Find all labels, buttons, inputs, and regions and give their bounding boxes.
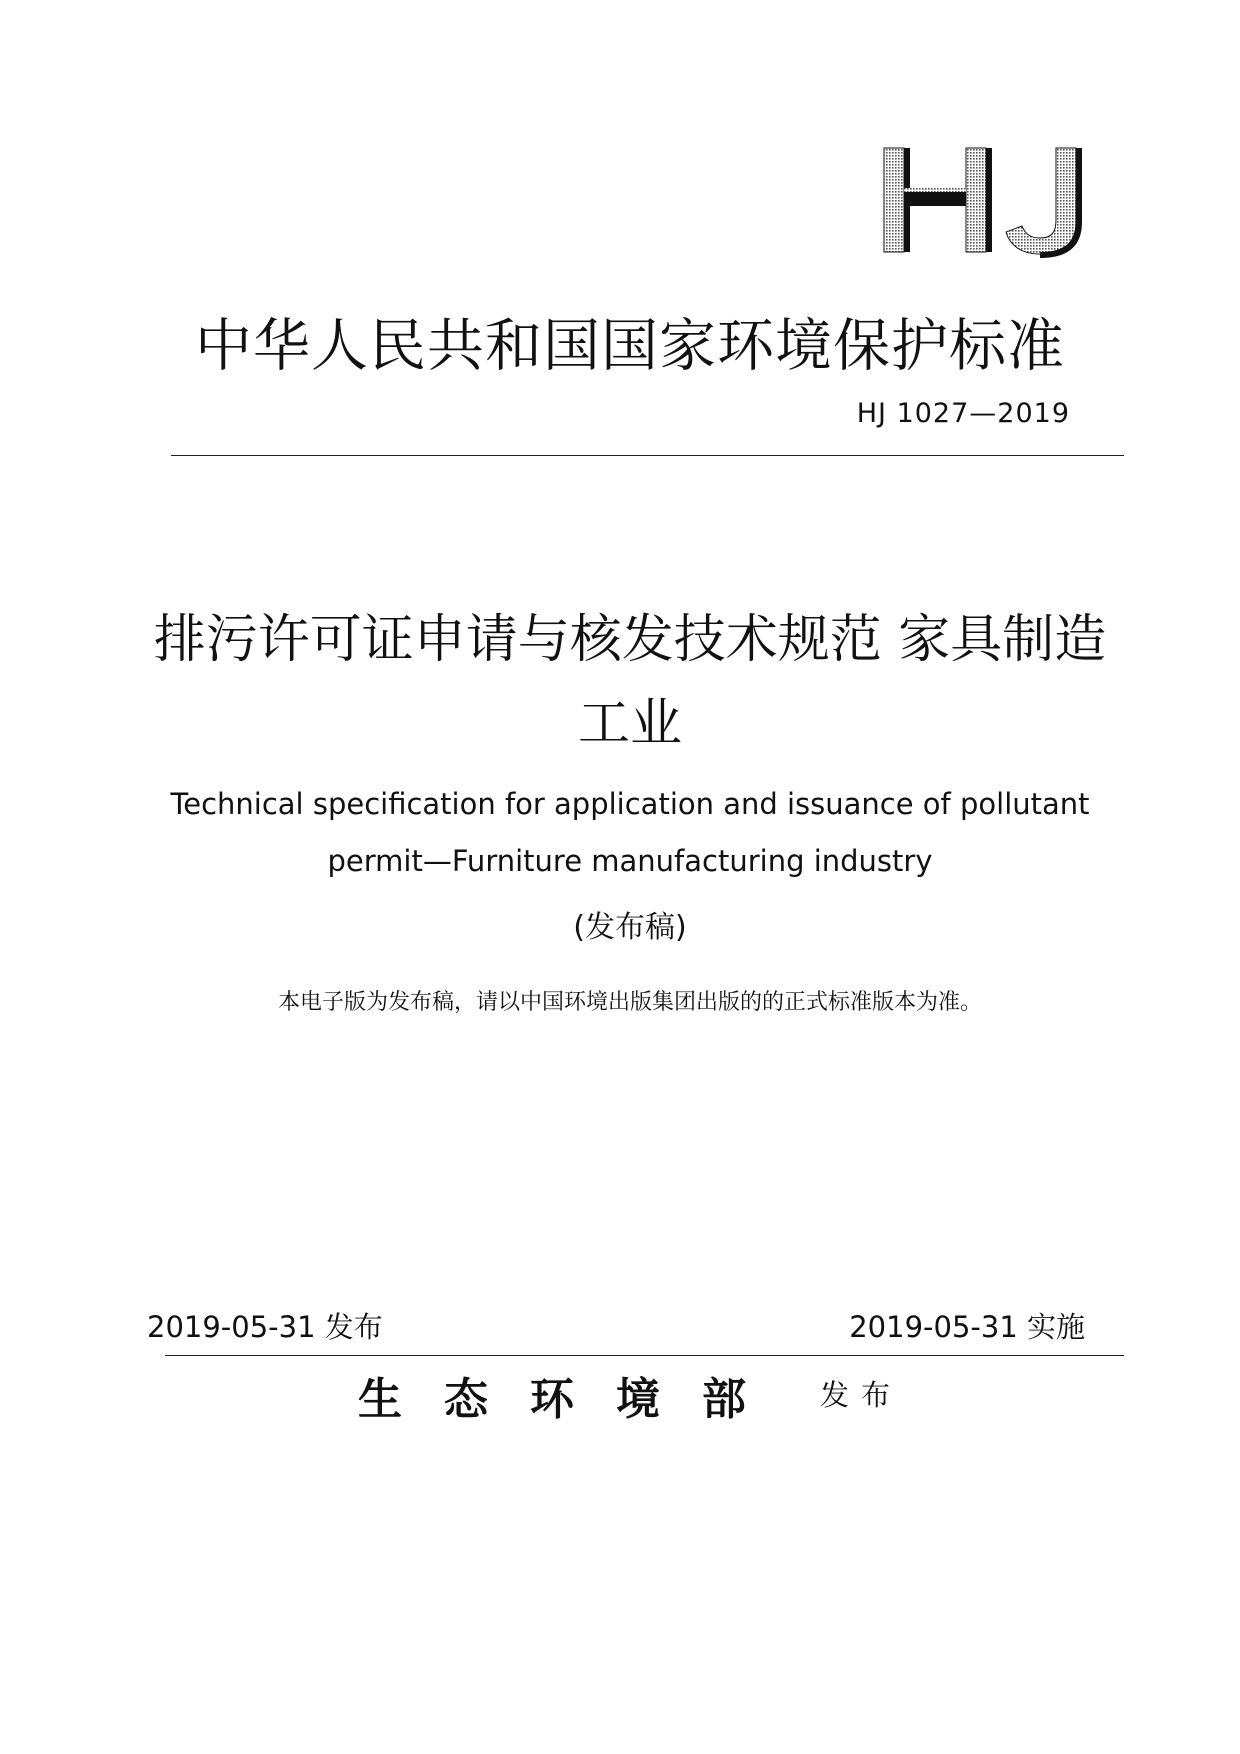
bottom-divider xyxy=(165,1355,1124,1356)
publish-verb: 发布 xyxy=(820,1378,903,1412)
release-date: 2019-05-31 发布 xyxy=(147,1310,383,1344)
hj-logo xyxy=(880,140,1100,260)
edition-notice: 本电子版为发布稿，请以中国环境出版集团出版的的正式标准版本为准。 xyxy=(277,990,982,1015)
document-title-cn: 排污许可证申请与核发技术规范 家具制造工业 xyxy=(153,610,1107,754)
publisher-name: 生态环境部 xyxy=(358,1374,788,1425)
effective-date: 2019-05-31 实施 xyxy=(849,1310,1085,1344)
standard-category-title: 中华人民共和国国家环境保护标准 xyxy=(195,313,1065,379)
standard-number: HJ 1027—2019 xyxy=(856,398,1070,429)
draft-label: (发布稿) xyxy=(573,910,687,945)
top-divider xyxy=(171,455,1124,456)
document-title-en: Technical specification for application and issuance of pollutant permit—Furniture manufacturing industry xyxy=(170,787,1090,878)
